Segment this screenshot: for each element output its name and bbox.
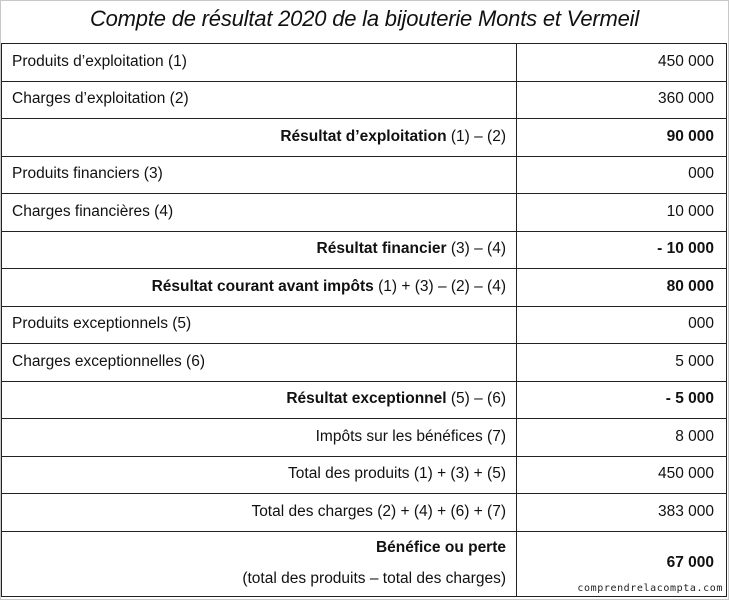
final-label <box>2 531 517 596</box>
table-row <box>2 231 727 269</box>
row-label <box>2 269 517 307</box>
table-row <box>2 306 727 344</box>
row-value: 000 <box>517 156 727 194</box>
row-label: Total des produits (1) + (3) + (5) <box>2 456 517 494</box>
table-row <box>2 44 727 82</box>
table-row <box>2 81 727 119</box>
row-value: 000 <box>517 306 727 344</box>
final-label-formula: (total des produits – total des charges) <box>242 569 506 587</box>
row-value: 450 000 <box>517 456 727 494</box>
row-label: Charges financières (4) <box>2 194 517 232</box>
row-value: 450 000 <box>517 44 727 82</box>
row-value: - 5 000 <box>517 381 727 419</box>
row-label-formula: (1) – (2) <box>446 127 506 145</box>
table-row <box>2 456 727 494</box>
row-label-bold: Résultat financier <box>316 240 447 258</box>
row-value: 360 000 <box>517 81 727 119</box>
table-row <box>2 194 727 232</box>
row-label-formula: (5) – (6) <box>446 390 506 408</box>
row-label: Impôts sur les bénéfices (7) <box>2 419 517 457</box>
row-label <box>2 119 517 157</box>
table-row <box>2 381 727 419</box>
row-label-formula: (3) – (4) <box>446 240 506 258</box>
row-label: Produits exceptionnels (5) <box>2 306 517 344</box>
document-title: Compte de résultat 2020 de la bijouterie Monts et Vermeil <box>89 6 640 31</box>
row-label <box>2 381 517 419</box>
table-row <box>2 344 727 382</box>
final-label-title: Bénéfice ou perte <box>375 538 506 556</box>
row-value: 90 000 <box>517 119 727 157</box>
row-label-formula: (1) + (3) – (2) – (4) <box>373 277 506 295</box>
row-label: Charges d’exploitation (2) <box>2 81 517 119</box>
table-row <box>2 156 727 194</box>
row-value: 383 000 <box>517 494 727 532</box>
row-value: 8 000 <box>517 419 727 457</box>
row-label-bold: Résultat courant avant impôts <box>151 277 374 295</box>
table-row <box>2 494 727 532</box>
row-label: Total des charges (2) + (4) + (6) + (7) <box>2 494 517 532</box>
row-label: Produits financiers (3) <box>2 156 517 194</box>
row-value: - 10 000 <box>517 231 727 269</box>
row-label: Charges exceptionnelles (6) <box>2 344 517 382</box>
table-row <box>2 419 727 457</box>
table-row <box>2 119 727 157</box>
row-label-bold: Résultat exceptionnel <box>286 390 447 408</box>
final-value: 67 000 <box>517 531 727 596</box>
row-value: 80 000 <box>517 269 727 307</box>
table-row <box>2 269 727 307</box>
row-label-bold: Résultat d’exploitation <box>280 127 447 145</box>
source-watermark: comprendrelacompta.com <box>577 583 723 594</box>
row-value: 5 000 <box>517 344 727 382</box>
row-label: Produits d’exploitation (1) <box>2 44 517 82</box>
row-value: 10 000 <box>517 194 727 232</box>
income-statement-table <box>1 43 727 597</box>
row-label <box>2 231 517 269</box>
